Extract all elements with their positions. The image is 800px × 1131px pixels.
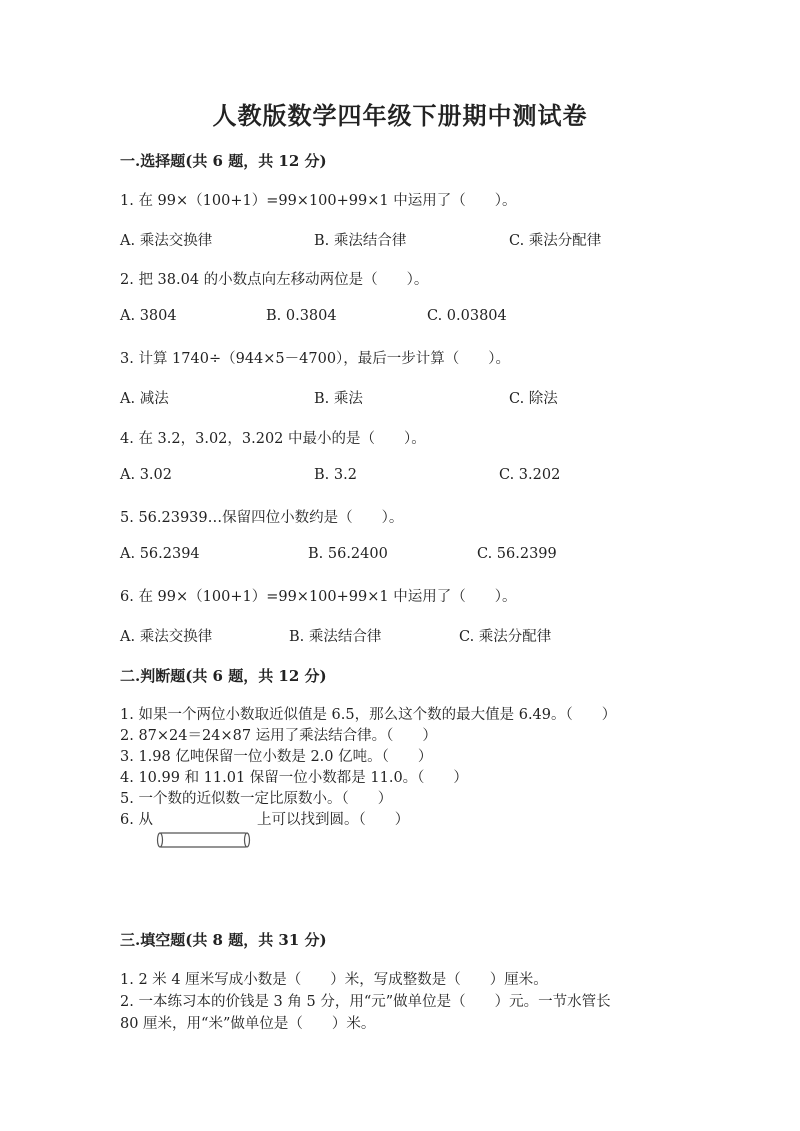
- fill-line: 1. 2 米 4 厘米写成小数是（ ）米，写成整数是（ ）厘米。: [120, 972, 548, 988]
- section-heading-choice: 一.选择题(共 6 题，共 12 分): [120, 152, 327, 170]
- option-b: B. 乘法结合律: [314, 233, 407, 249]
- judge-item: 2. 87×24＝24×87 运用了乘法结合律。（ ）: [120, 728, 437, 744]
- fill-line: 80 厘米，用“米”做单位是（ ）米。: [120, 1016, 376, 1032]
- option-b: B. 乘法结合律: [289, 629, 382, 645]
- option-b: B. 0.3804: [266, 308, 337, 324]
- option-a: A. 3.02: [120, 467, 172, 483]
- judge-item: 4. 10.99 和 11.01 保留一位小数都是 11.0。（ ）: [120, 770, 468, 786]
- option-a: A. 乘法交换律: [120, 629, 213, 645]
- judge-item-6-suffix: 上可以找到圆。（ ）: [256, 812, 410, 828]
- option-c: C. 3.202: [499, 467, 561, 483]
- question-stem: 3. 计算 1740÷（944×5－4700），最后一步计算（ ）。: [120, 351, 511, 367]
- judge-item-6-prefix: 6. 从: [120, 812, 153, 828]
- option-a: A. 56.2394: [120, 546, 200, 562]
- page-title: 人教版数学四年级下册期中测试卷: [212, 101, 588, 130]
- judge-item-6: [120, 808, 409, 829]
- judge-item: 3. 1.98 亿吨保留一位小数是 2.0 亿吨。（ ）: [120, 749, 433, 765]
- judge-item: 5. 一个数的近似数一定比原数小。（ ）: [120, 791, 393, 807]
- question-stem: 4. 在 3.2，3.02，3.202 中最小的是（ ）。: [120, 431, 426, 447]
- question-stem: 1. 在 99×（100+1）=99×100+99×1 中运用了（ ）。: [120, 193, 517, 209]
- option-b: B. 56.2400: [308, 546, 388, 562]
- option-a: A. 3804: [120, 308, 177, 324]
- option-c: C. 0.03804: [427, 308, 507, 324]
- fill-line: 2. 一本练习本的价钱是 3 角 5 分，用“元”做单位是（ ）元。一节水管长: [120, 994, 611, 1010]
- option-c: C. 乘法分配律: [509, 233, 602, 249]
- option-c: C. 乘法分配律: [459, 629, 552, 645]
- cylinder-tube-image: [156, 830, 252, 850]
- option-c: C. 56.2399: [477, 546, 557, 562]
- question-stem: 5. 56.23939…保留四位小数约是（ ）。: [120, 510, 404, 526]
- option-b: B. 3.2: [314, 467, 357, 483]
- option-c: C. 除法: [509, 391, 558, 407]
- option-b: B. 乘法: [314, 391, 363, 407]
- judge-item: 1. 如果一个两位小数取近似值是 6.5，那么这个数的最大值是 6.49。（ ）: [120, 707, 617, 723]
- option-a: A. 减法: [120, 391, 169, 407]
- section-heading-fill: 三.填空题(共 8 题，共 31 分): [120, 931, 327, 949]
- question-stem: 6. 在 99×（100+1）=99×100+99×1 中运用了（ ）。: [120, 589, 517, 605]
- question-stem: 2. 把 38.04 的小数点向左移动两位是（ ）。: [120, 272, 429, 288]
- section-heading-judge: 二.判断题(共 6 题，共 12 分): [120, 667, 327, 685]
- option-a: A. 乘法交换律: [120, 233, 213, 249]
